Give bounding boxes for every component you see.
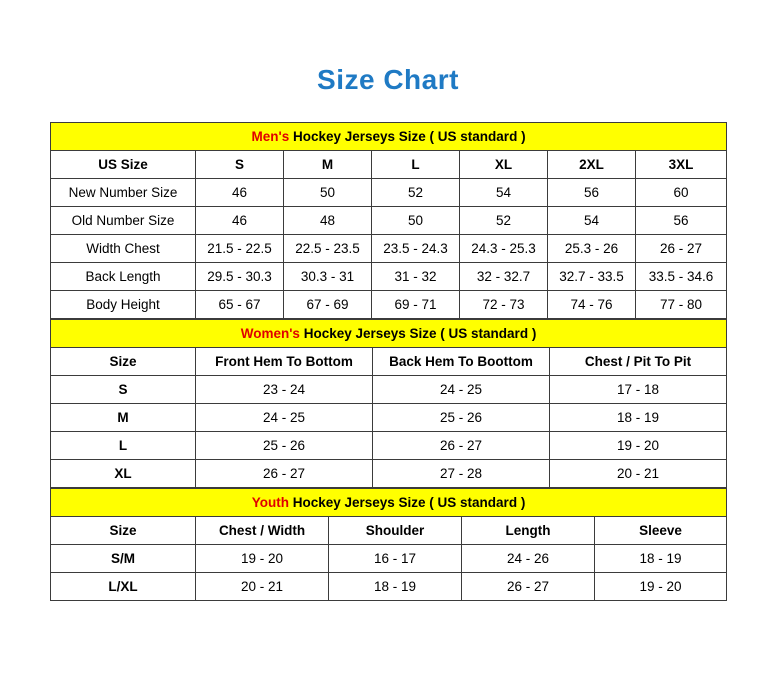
- column-header: L: [372, 151, 460, 179]
- table-cell: 52: [372, 179, 460, 207]
- row-label: Back Length: [51, 263, 196, 291]
- table-row: [51, 545, 727, 573]
- row-label: L/XL: [51, 573, 196, 601]
- table-cell: 22.5 - 23.5: [284, 235, 372, 263]
- table-cell: 56: [636, 207, 727, 235]
- womens-size-table: [50, 319, 727, 488]
- page-title: Size Chart: [317, 64, 459, 95]
- column-header: Size: [51, 348, 196, 376]
- table-cell: 16 - 17: [329, 545, 462, 573]
- table-cell: 23 - 24: [196, 376, 373, 404]
- table-cell: 72 - 73: [460, 291, 548, 319]
- column-header: Chest / Width: [196, 517, 329, 545]
- table-cell: 54: [460, 179, 548, 207]
- table-cell: 24.3 - 25.3: [460, 235, 548, 263]
- column-header: US Size: [51, 151, 196, 179]
- womens-section-rest: Hockey Jerseys Size ( US standard ): [299, 326, 537, 341]
- table-cell: 27 - 28: [373, 460, 550, 488]
- table-cell: 18 - 19: [329, 573, 462, 601]
- column-header: XL: [460, 151, 548, 179]
- table-cell: 48: [284, 207, 372, 235]
- table-cell: 60: [636, 179, 727, 207]
- column-header: Length: [462, 517, 595, 545]
- table-cell: 77 - 80: [636, 291, 727, 319]
- table-cell: 25 - 26: [196, 432, 373, 460]
- table-row: [51, 460, 727, 488]
- row-label: Width Chest: [51, 235, 196, 263]
- table-header-row: [51, 151, 727, 179]
- column-header: Front Hem To Bottom: [196, 348, 373, 376]
- table-row: [51, 291, 727, 319]
- table-cell: 18 - 19: [550, 404, 727, 432]
- table-cell: 18 - 19: [595, 545, 727, 573]
- column-header: Chest / Pit To Pit: [550, 348, 727, 376]
- womens-section-accent: Women's: [240, 326, 300, 341]
- column-header: Size: [51, 517, 196, 545]
- mens-size-table: [50, 122, 727, 319]
- table-cell: 67 - 69: [284, 291, 372, 319]
- youth-section-title: [51, 489, 727, 517]
- table-cell: 32 - 32.7: [460, 263, 548, 291]
- size-chart-tables: [50, 122, 726, 601]
- column-header: M: [284, 151, 372, 179]
- table-cell: 46: [196, 179, 284, 207]
- table-section-header-row: [51, 123, 727, 151]
- youth-section-rest: Hockey Jerseys Size ( US standard ): [288, 495, 526, 510]
- row-label: S/M: [51, 545, 196, 573]
- table-cell: 21.5 - 22.5: [196, 235, 284, 263]
- mens-section-accent: Men's: [251, 129, 290, 144]
- table-cell: 19 - 20: [595, 573, 727, 601]
- table-header-row: [51, 348, 727, 376]
- column-header: Sleeve: [595, 517, 727, 545]
- table-cell: 65 - 67: [196, 291, 284, 319]
- table-cell: 31 - 32: [372, 263, 460, 291]
- table-row: [51, 179, 727, 207]
- table-row: [51, 235, 727, 263]
- row-label: Old Number Size: [51, 207, 196, 235]
- youth-section-accent: Youth: [251, 495, 289, 510]
- table-cell: 25.3 - 26: [548, 235, 636, 263]
- row-label: S: [51, 376, 196, 404]
- table-cell: 33.5 - 34.6: [636, 263, 727, 291]
- table-cell: 19 - 20: [196, 545, 329, 573]
- table-cell: 54: [548, 207, 636, 235]
- table-cell: 32.7 - 33.5: [548, 263, 636, 291]
- table-cell: 52: [460, 207, 548, 235]
- table-cell: 20 - 21: [196, 573, 329, 601]
- table-cell: 19 - 20: [550, 432, 727, 460]
- table-cell: 20 - 21: [550, 460, 727, 488]
- table-cell: 46: [196, 207, 284, 235]
- table-cell: 30.3 - 31: [284, 263, 372, 291]
- table-header-row: [51, 517, 727, 545]
- row-label: M: [51, 404, 196, 432]
- column-header: Back Hem To Boottom: [373, 348, 550, 376]
- table-section-header-row: [51, 320, 727, 348]
- table-cell: 50: [284, 179, 372, 207]
- table-cell: 23.5 - 24.3: [372, 235, 460, 263]
- table-row: [51, 376, 727, 404]
- column-header: S: [196, 151, 284, 179]
- table-row: [51, 207, 727, 235]
- table-cell: 56: [548, 179, 636, 207]
- row-label: Body Height: [51, 291, 196, 319]
- table-cell: 26 - 27: [636, 235, 727, 263]
- table-cell: 24 - 26: [462, 545, 595, 573]
- table-row: [51, 404, 727, 432]
- table-cell: 24 - 25: [196, 404, 373, 432]
- table-row: [51, 573, 727, 601]
- table-cell: 69 - 71: [372, 291, 460, 319]
- table-cell: 29.5 - 30.3: [196, 263, 284, 291]
- table-cell: 17 - 18: [550, 376, 727, 404]
- mens-section-rest: Hockey Jerseys Size ( US standard ): [289, 129, 526, 144]
- table-row: [51, 263, 727, 291]
- row-label: New Number Size: [51, 179, 196, 207]
- table-cell: 26 - 27: [373, 432, 550, 460]
- row-label: L: [51, 432, 196, 460]
- table-cell: 26 - 27: [196, 460, 373, 488]
- table-section-header-row: [51, 489, 727, 517]
- column-header: 3XL: [636, 151, 727, 179]
- row-label: XL: [51, 460, 196, 488]
- table-cell: 24 - 25: [373, 376, 550, 404]
- youth-size-table: [50, 488, 727, 601]
- column-header: 2XL: [548, 151, 636, 179]
- mens-section-title: [51, 123, 727, 151]
- table-row: [51, 432, 727, 460]
- table-cell: 25 - 26: [373, 404, 550, 432]
- womens-section-title: [51, 320, 727, 348]
- column-header: Shoulder: [329, 517, 462, 545]
- table-cell: 74 - 76: [548, 291, 636, 319]
- table-cell: 50: [372, 207, 460, 235]
- table-cell: 26 - 27: [462, 573, 595, 601]
